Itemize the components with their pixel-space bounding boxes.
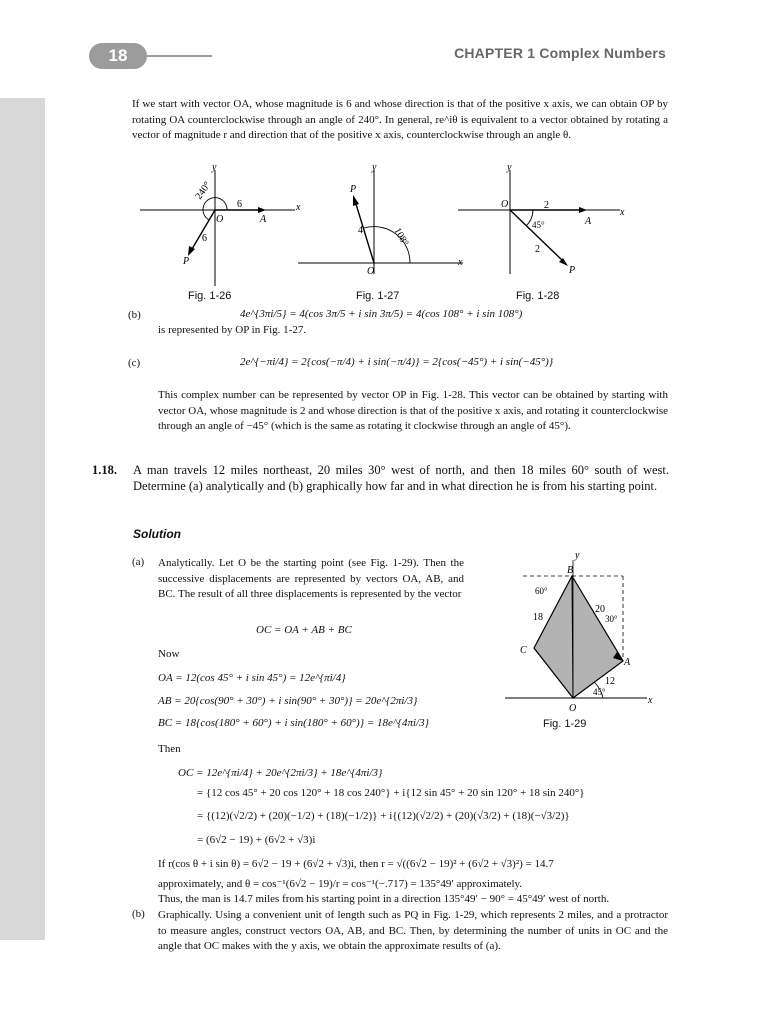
figure-1-27: [298, 162, 473, 280]
fig28-angle: 45°: [532, 220, 545, 230]
fig26-len-oa: 6: [237, 199, 242, 210]
fig29-20: 20: [595, 604, 605, 615]
page-margin-band: [0, 98, 45, 940]
part-b-note: is represented by OP in Fig. 1-27.: [158, 324, 307, 336]
bc-equation: BC = 18{cos(180° + 60°) + i sin(180° + 60°)} = 18e^{4πi/3}: [158, 717, 429, 729]
oc-equation: OC = OA + AB + BC: [256, 624, 352, 636]
fig28-o: O: [501, 199, 509, 210]
calc-line-4: = (6√2 − 19) + (6√2 + √3)i: [197, 834, 316, 846]
if-line: If r(cos θ + i sin θ) = 6√2 − 19 + (6√2 + √3)i, then r = √((6√2 − 19)² + (6√2 + √3)²) = 14.7: [158, 858, 554, 870]
part-b-equation: 4e^{3πi/5} = 4(cos 3π/5 + i sin 3π/5) = 4(cos 108° + i sin 108°): [240, 308, 523, 320]
problem-number: 1.18.: [92, 463, 117, 477]
solution-a-label: (a): [132, 556, 145, 568]
fig29-a: A: [624, 657, 631, 668]
now-label: Now: [158, 648, 180, 660]
fig29-18: 18: [533, 612, 543, 623]
solution-b-label: (b): [132, 908, 145, 920]
fig29-b: B: [567, 565, 574, 576]
approx-line: approximately, and θ = cos⁻¹(6√2 − 19)/r = cos⁻¹(−.717) = 135°49′ approximately.: [158, 878, 523, 890]
fig26-a: A: [260, 214, 267, 225]
fig26-len-op: 6: [202, 233, 207, 244]
fig26-p: P: [183, 256, 190, 267]
chapter-title: CHAPTER 1 Complex Numbers: [454, 45, 666, 61]
intro-paragraph: If we start with vector OA, whose magnitude is 6 and whose direction is that of the positive x axis, we can obtain OP by rotating OA counterclockwise through an angle of 240°. In general, re^iθ is equivalent to a vector obtained by rotating a vector of magnitude r and direction that of the positive x axis, counterclockwise through an angle θ.: [132, 98, 668, 141]
fig29-y: y: [575, 550, 580, 561]
solution-heading: Solution: [133, 527, 181, 541]
fig27-x: x: [458, 257, 463, 268]
fig29-60: 60°: [535, 586, 548, 596]
calc-line-1: OC = 12e^{πi/4} + 20e^{2πi/3} + 18e^{4πi/3}: [178, 767, 383, 779]
problem-text: A man travels 12 miles northeast, 20 miles 30° west of north, and then 18 miles 60° south of west. Determine (a) analytically and (b) graphically how far and in what direction he is from his starting point.: [133, 463, 669, 493]
fig-1-28-caption: Fig. 1-28: [516, 290, 560, 302]
fig28-x: x: [620, 207, 625, 218]
fig27-len: 4: [358, 225, 363, 236]
fig28-y: y: [507, 162, 512, 173]
part-c-equation: 2e^{−πi/4} = 2{cos(−π/4) + i sin(−π/4)} = 2{cos(−45°) + i sin(−45°)}: [240, 356, 554, 368]
fig28-len-oa: 2: [544, 200, 549, 211]
solution-b-text: Graphically. Using a convenient unit of length such as PQ in Fig. 1-29, which represents 2 miles, and a protractor to measure angles, construct vectors OA, AB, and BC. Then, by determining the number of units in OC and the angle that OC makes with the y axis, we obtain the approximate results of (a).: [158, 909, 668, 952]
fig29-c: C: [520, 645, 527, 656]
fig27-angle: 108°: [391, 226, 411, 248]
fig29-o: O: [569, 703, 577, 714]
header-rule: [147, 55, 212, 57]
then-label: Then: [158, 743, 181, 755]
figure-1-26: [140, 160, 310, 290]
fig28-p: P: [569, 265, 576, 276]
part-b-label: (b): [128, 309, 141, 321]
fig-1-29-caption: Fig. 1-29: [543, 718, 587, 730]
fig27-y: y: [372, 162, 377, 173]
fig28-len-op: 2: [535, 244, 540, 255]
part-c-text: This complex number can be represented by vector OP in Fig. 1-28. This vector can be obtained by starting with vector OA, whose magnitude is 2 and whose direction is that of the positive x axis, and rotating it counterclockwise through an angle of −45° (which is the same as rotating it clockwise through an angle of 45°).: [158, 389, 668, 432]
fig29-x: x: [648, 695, 653, 706]
oa-equation: OA = 12(cos 45° + i sin 45°) = 12e^{πi/4}: [158, 672, 346, 684]
fig26-angle: 240°: [193, 179, 214, 202]
fig27-p: P: [350, 184, 357, 195]
calc-line-2: = {12 cos 45° + 20 cos 120° + 18 cos 240°} + i{12 sin 45° + 20 sin 120° + 18 sin 240°}: [197, 787, 585, 799]
fig-1-26-caption: Fig. 1-26: [188, 290, 232, 302]
thus-line: Thus, the man is 14.7 miles from his starting point in a direction 135°49′ − 90° = 45°49′ west of north.: [158, 893, 610, 905]
fig26-o: O: [216, 214, 224, 225]
fig-1-27-caption: Fig. 1-27: [356, 290, 400, 302]
fig26-y: y: [212, 162, 217, 173]
page-number-badge: 18: [89, 43, 147, 69]
solution-a-text: Analytically. Let O be the starting point (see Fig. 1-29). Then the successive displacements are represented by vectors OA, AB, and BC. The result of all three displacements is represented by the vector: [158, 557, 464, 600]
part-c-label: (c): [128, 357, 141, 369]
fig26-x: x: [296, 202, 301, 213]
fig28-a: A: [585, 216, 592, 227]
fig29-45: 45°: [593, 687, 606, 697]
fig27-o: O: [367, 266, 375, 277]
figure-1-28: [458, 162, 633, 280]
fig29-30: 30°: [605, 614, 618, 624]
fig29-12: 12: [605, 676, 615, 687]
calc-line-3: = {(12)(√2/2) + (20)(−1/2) + (18)(−1/2)} + i{(12)(√2/2) + (20)(√3/2) + (18)(−√3/2)}: [197, 810, 570, 822]
ab-equation: AB = 20{cos(90° + 30°) + i sin(90° + 30°)} = 20e^{2πi/3}: [158, 695, 418, 707]
figure-1-29: [505, 548, 665, 718]
